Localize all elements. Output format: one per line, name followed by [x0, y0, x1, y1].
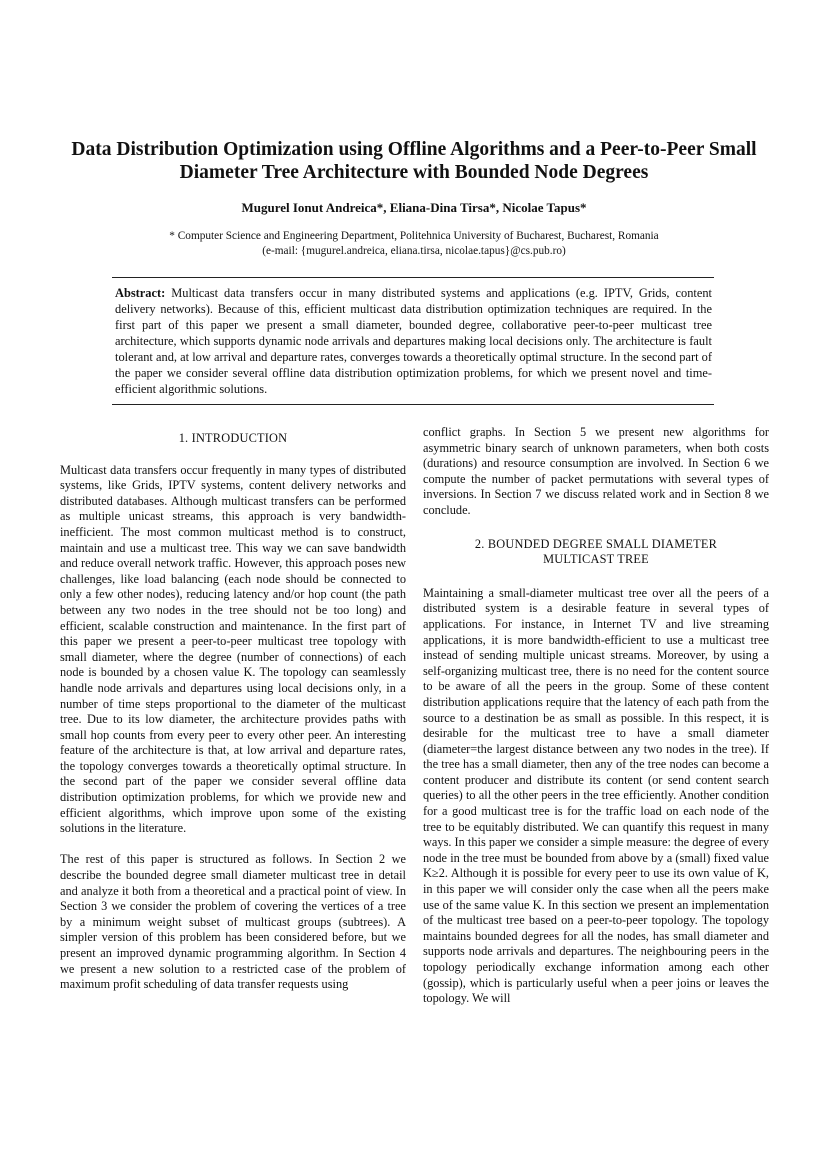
- author-email: (e-mail: {mugurel.andreica, eliana.tirsa, nicolae.tapus}@cs.pub.ro): [262, 244, 566, 257]
- abstract-top-rule: [112, 277, 714, 278]
- author-list: Mugurel Ionut Andreica*, Eliana-Dina Tirsa*, Nicolae Tapus*: [241, 200, 587, 215]
- abstract-bottom-rule: [112, 404, 714, 405]
- abstract-text: Multicast data transfers occur in many distributed systems and applications (e.g. IPTV, Grids, content delivery networks). Because of this, efficient multicast data distribution optimization techniques are required. In the first part of this paper we present a small diameter, bounded degree, collaborative peer-to-peer multicast tree architecture, which supports dynamic node arrivals and departures making local decisions only. The architecture is fault tolerant and, at low arrival and departure rates, converges towards a theoretically optimal structure. In the second part of the paper we consider several offline data distribution optimization problems, for which we present novel and time-efficient algorithmic solutions.: [115, 286, 712, 396]
- left-column: [60, 425, 406, 1008]
- paper-title: Data Distribution Optimization using Offline Algorithms and a Peer-to-Peer Small Diameter Tree Architecture with Bounded Node Degrees: [71, 139, 757, 183]
- abstract-label: Abstract:: [115, 286, 166, 300]
- intro-paragraph-3: conflict graphs. In Section 5 we present new algorithms for asymmetric binary search of unknown parameters, when both costs (durations) and resource consumption are involved. In Section 6 we compute the number of packet permutations with several types of inversions. In Section 7 we discuss related work and in Section 8 we conclude.: [423, 425, 769, 517]
- section-heading-2: [423, 537, 769, 568]
- affiliation-block: [40, 229, 788, 258]
- section-heading-introduction: 1. INTRODUCTION: [178, 431, 288, 445]
- abstract: [115, 285, 712, 397]
- section-heading-2-line1: 2. BOUNDED DEGREE SMALL DIAMETER: [474, 536, 718, 551]
- affiliation: * Computer Science and Engineering Department, Politehnica University of Bucharest, Bucharest, Romania: [169, 230, 659, 242]
- section-heading-2-line2: MULTICAST TREE: [543, 552, 649, 567]
- right-column: [423, 425, 769, 1022]
- intro-paragraph-1: Multicast data transfers occur frequently in many types of distributed systems, like Grids, IPTV systems, content delivery networks and distributed databases. Although multicast transfers can be performed as multiple unicast streams, this approach is very bandwidth-inefficient. The most common multicast method is to construct, maintain and use a multicast tree. This way we can save bandwidth and reduce overall network traffic. However, this approach poses new challenges, like load balancing (each node should be connected to only a few other nodes), reducing latency and/or hop count (the path between any two nodes in the tree should not be too long) and efficient, scalable construction and maintenance. In the first part of this paper we present a peer-to-peer multicast tree topology with small diameter, where the degree (number of connections) of each node is bounded by a chosen value K. The topology can seamlessly handle node arrivals and departures using local decisions only, in a number of time steps proportional to the diameter of the multicast tree. Due to its low diameter, the architecture provides paths with small hop counts from every peer to every other peer. An interesting feature of the architecture is that, at low arrival and departure rates, the topology converges towards a theoretically optimal structure. In the second part of the paper we consider several offline data distribution optimization problems, for which we provide new and efficient algorithms, which improve upon some of the existing solutions in the literature.: [60, 462, 406, 836]
- intro-paragraph-2: The rest of this paper is structured as follows. In Section 2 we describe the bounded degree small diameter multicast tree in detail and analyze it both from a theoretical and a practical point of view. In Section 3 we consider the problem of covering the vertices of a tree by a minimum weight subset of multicast groups (subtrees). A simpler version of this problem has been considered before, but we present an improved dynamic programming algorithm. In Section 4 we present a new solution to a restricted case of the problem of maximum profit scheduling of data transfer requests using: [60, 852, 406, 992]
- section2-paragraph-1: Maintaining a small-diameter multicast tree over all the peers of a distributed system is a desirable feature in several types of applications. For instance, in Internet TV and live streaming applications, it is more bandwidth-efficient to use a multicast tree instead of sending multiple unicast streams. Moreover, by using a self-organizing multicast tree, there is no need for the content source to be aware of all the peers in the group. Some of these content distribution applications require that the latency of each path from the source to a destination be as small as possible. In this respect, it is desirable for the multicast tree to have a small diameter (diameter=the largest distance between any two nodes in the tree). If the tree has a small diameter, then any of the tree nodes can become a content producer and distribute its content (or send content search queries) to all the other peers in the tree efficiently. Another condition for a good multicast tree is for the traffic load on each node of the tree to be equitably distributed. We can quantify this request in many ways. In this paper we consider a simple measure: the degree of every node in the tree must be bounded from above by a (small) fixed value K≥2. Although it is possible for every peer to use its own value of K, in this paper we will consider only the case when all the peers make use of the same value K. In this section we present an implementation of the multicast tree based on a peer-to-peer topology. The topology maintains bounded degrees for all the nodes, has small diameter and supports node arrivals and departures. The neighbouring peers in the topology periodically exchange information among each other (gossip), which is particularly useful when a peer joins or leaves the topology. We will: [423, 585, 769, 1006]
